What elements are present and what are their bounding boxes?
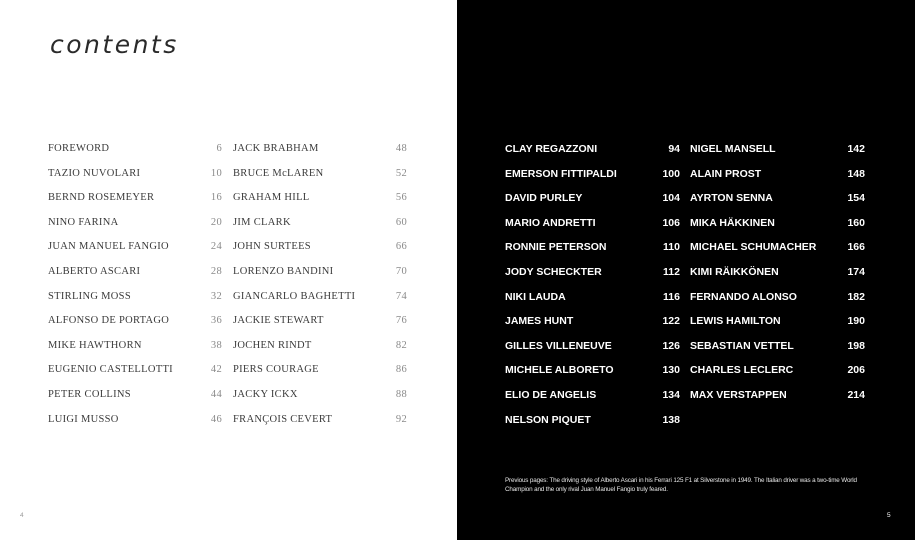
toc-entry-name: TAZIO NUVOLARI [48, 167, 141, 179]
toc-entry-page: 56 [395, 192, 407, 204]
toc-entry-page: 214 [847, 388, 865, 401]
toc-entry [233, 216, 407, 241]
toc-entry [690, 142, 865, 167]
toc-entry-page: 112 [663, 265, 680, 278]
toc-entry-page: 116 [663, 290, 680, 303]
toc-entry-name: GRAHAM HILL [233, 192, 310, 204]
toc-entry-name: JOCHEN RINDT [233, 339, 312, 351]
toc-entry [690, 339, 865, 364]
toc-entry [233, 388, 407, 413]
toc-entry [48, 142, 222, 167]
toc-entry [505, 142, 680, 167]
toc-entry [690, 216, 865, 241]
toc-entry [690, 388, 865, 413]
toc-entry-name: JACK BRABHAM [233, 143, 319, 154]
toc-entry-page: 110 [663, 241, 680, 254]
toc-entry [505, 339, 680, 364]
toc-entry-page: 126 [662, 339, 680, 352]
toc-entry-name: RONNIE PETERSON [505, 241, 607, 254]
toc-entry-page: 46 [210, 413, 222, 425]
toc-entry-page: 24 [210, 241, 222, 253]
toc-entry [505, 216, 680, 241]
toc-entry-page: 92 [395, 413, 407, 425]
toc-entry-name: CLAY REGAZZONI [505, 143, 598, 155]
toc-entry-name: ALFONSO DE PORTAGO [48, 315, 170, 327]
toc-entry-name: GIANCARLO BAGHETTI [233, 290, 356, 302]
toc-entry-name: LUIGI MUSSO [48, 413, 119, 425]
toc-entry [48, 191, 222, 216]
toc-entry-page: 60 [395, 216, 407, 228]
toc-entry-name: ALBERTO ASCARI [48, 265, 141, 277]
toc-entry-page: 100 [662, 167, 680, 180]
toc-entry-page: 42 [210, 364, 222, 376]
toc-entry-name: JACKIE STEWART [233, 315, 324, 327]
contents-title: contents [50, 30, 179, 59]
toc-entry [690, 314, 865, 339]
toc-entry [233, 142, 407, 167]
toc-entry [505, 363, 680, 388]
toc-entry-page: 142 [847, 143, 865, 155]
toc-entry-name: JIM CLARK [233, 216, 291, 228]
toc-entry-page: 38 [210, 339, 222, 351]
toc-entry-page: 122 [662, 315, 680, 328]
toc-entry-name: NELSON PIQUET [505, 413, 591, 426]
toc-entry [48, 314, 222, 339]
toc-entry [690, 191, 865, 216]
toc-entry-page: 130 [662, 364, 680, 377]
toc-entry [233, 167, 407, 192]
toc-column-1 [48, 142, 222, 437]
toc-entry-name: JAMES HUNT [505, 315, 574, 328]
toc-entry-name: STIRLING MOSS [48, 290, 131, 302]
toc-entry-page: 6 [216, 143, 222, 154]
toc-entry-page: 190 [847, 315, 865, 328]
toc-entry-name: LORENZO BANDINI [233, 265, 334, 277]
toc-entry-name: SEBASTIAN VETTEL [690, 339, 794, 352]
toc-entry [505, 290, 680, 315]
toc-entry [233, 240, 407, 265]
toc-entry [690, 290, 865, 315]
toc-entry-page: 198 [847, 339, 865, 352]
toc-entry [505, 413, 680, 438]
toc-entry-name: MIKA HÄKKINEN [690, 216, 775, 229]
toc-entry-page: 154 [847, 192, 865, 205]
toc-entry [48, 413, 222, 438]
toc-entry-page: 138 [662, 413, 680, 426]
toc-entry-name: PETER COLLINS [48, 388, 131, 400]
toc-entry-page: 174 [847, 265, 865, 278]
toc-entry-name: EUGENIO CASTELLOTTI [48, 364, 173, 376]
toc-entry-page: 94 [668, 143, 680, 155]
toc-entry-page: 32 [210, 290, 222, 302]
toc-entry-page: 44 [210, 388, 222, 400]
toc-entry-name: ELIO DE ANGELIS [505, 388, 597, 401]
toc-entry-page: 36 [210, 315, 222, 327]
toc-entry-name: NIGEL MANSELL [690, 143, 776, 155]
toc-entry [48, 290, 222, 315]
toc-entry-page: 88 [395, 388, 407, 400]
toc-entry-name: NIKI LAUDA [505, 290, 566, 303]
toc-entry-name: CHARLES LECLERC [690, 364, 794, 377]
toc-entry-name: BRUCE McLAREN [233, 167, 324, 179]
toc-entry-name: GILLES VILLENEUVE [505, 339, 612, 352]
toc-entry [505, 314, 680, 339]
toc-entry [233, 413, 407, 438]
toc-entry [505, 388, 680, 413]
toc-entry [48, 388, 222, 413]
toc-entry [233, 363, 407, 388]
toc-entry-page: 28 [210, 265, 222, 277]
toc-entry-name: FRANÇOIS CEVERT [233, 413, 333, 425]
toc-entry-name: MICHELE ALBORETO [505, 364, 614, 377]
toc-entry-name: BERND ROSEMEYER [48, 192, 155, 204]
toc-entry-page: 206 [847, 364, 865, 377]
toc-entry-page: 74 [395, 290, 407, 302]
toc-column-2 [233, 142, 407, 437]
toc-entry [233, 290, 407, 315]
toc-entry-page: 106 [662, 216, 680, 229]
toc-column-3 [505, 142, 680, 437]
toc-entry-page: 66 [395, 241, 407, 253]
toc-entry [505, 167, 680, 192]
toc-column-4 [690, 142, 865, 413]
toc-entry-page: 70 [395, 265, 407, 277]
toc-entry-name: JODY SCHECKTER [505, 265, 602, 278]
toc-entry-name: EMERSON FITTIPALDI [505, 167, 617, 180]
toc-entry [690, 265, 865, 290]
toc-entry [690, 240, 865, 265]
page-number-right: 5 [887, 512, 891, 519]
toc-entry [505, 265, 680, 290]
toc-entry-name: NINO FARINA [48, 216, 119, 228]
toc-entry [48, 216, 222, 241]
toc-entry [233, 314, 407, 339]
toc-entry-page: 148 [847, 167, 865, 180]
toc-entry-name: AYRTON SENNA [690, 192, 773, 205]
toc-entry [690, 363, 865, 388]
toc-entry [48, 240, 222, 265]
toc-entry-name: MICHAEL SCHUMACHER [690, 241, 817, 254]
toc-entry [505, 191, 680, 216]
toc-entry-name: FERNANDO ALONSO [690, 290, 797, 303]
toc-entry-page: 20 [210, 216, 222, 228]
toc-entry [48, 363, 222, 388]
toc-entry [48, 167, 222, 192]
toc-entry-name: LEWIS HAMILTON [690, 315, 781, 328]
toc-entry-name: PIERS COURAGE [233, 364, 319, 376]
toc-entry-page: 160 [847, 216, 865, 229]
page-number-left: 4 [20, 512, 24, 519]
photo-caption: Previous pages: The driving style of Alberto Ascari in his Ferrari 125 F1 at Silverstone in 1949. The Italian driver was a two-time World Champion and the only rival Juan Manuel Fangio truly feared. [505, 477, 857, 493]
toc-entry-page: 52 [395, 167, 407, 179]
toc-entry-name: JOHN SURTEES [233, 241, 311, 253]
toc-entry-page: 86 [395, 364, 407, 376]
toc-entry [233, 191, 407, 216]
toc-entry-name: KIMI RÄIKKÖNEN [690, 265, 779, 278]
toc-entry-page: 134 [662, 388, 680, 401]
toc-entry-page: 82 [395, 339, 407, 351]
toc-entry-name: MARIO ANDRETTI [505, 216, 596, 229]
toc-entry [233, 339, 407, 364]
toc-entry-name: ALAIN PROST [690, 167, 762, 180]
toc-entry-name: DAVID PURLEY [505, 192, 583, 205]
toc-entry [48, 265, 222, 290]
toc-entry-name: MIKE HAWTHORN [48, 339, 142, 351]
toc-entry-page: 48 [395, 143, 407, 154]
toc-entry-name: MAX VERSTAPPEN [690, 388, 787, 401]
toc-entry [505, 240, 680, 265]
toc-entry-page: 76 [395, 315, 407, 327]
toc-entry-page: 166 [847, 241, 865, 254]
toc-entry [233, 265, 407, 290]
toc-entry-name: JACKY ICKX [233, 388, 298, 400]
toc-entry-page: 182 [847, 290, 865, 303]
toc-entry-name: JUAN MANUEL FANGIO [48, 241, 169, 253]
toc-entry-page: 10 [210, 167, 222, 179]
toc-entry-page: 104 [662, 192, 680, 205]
toc-entry-name: FOREWORD [48, 143, 110, 154]
toc-entry [690, 167, 865, 192]
toc-entry-page: 16 [210, 192, 222, 204]
toc-entry [48, 339, 222, 364]
